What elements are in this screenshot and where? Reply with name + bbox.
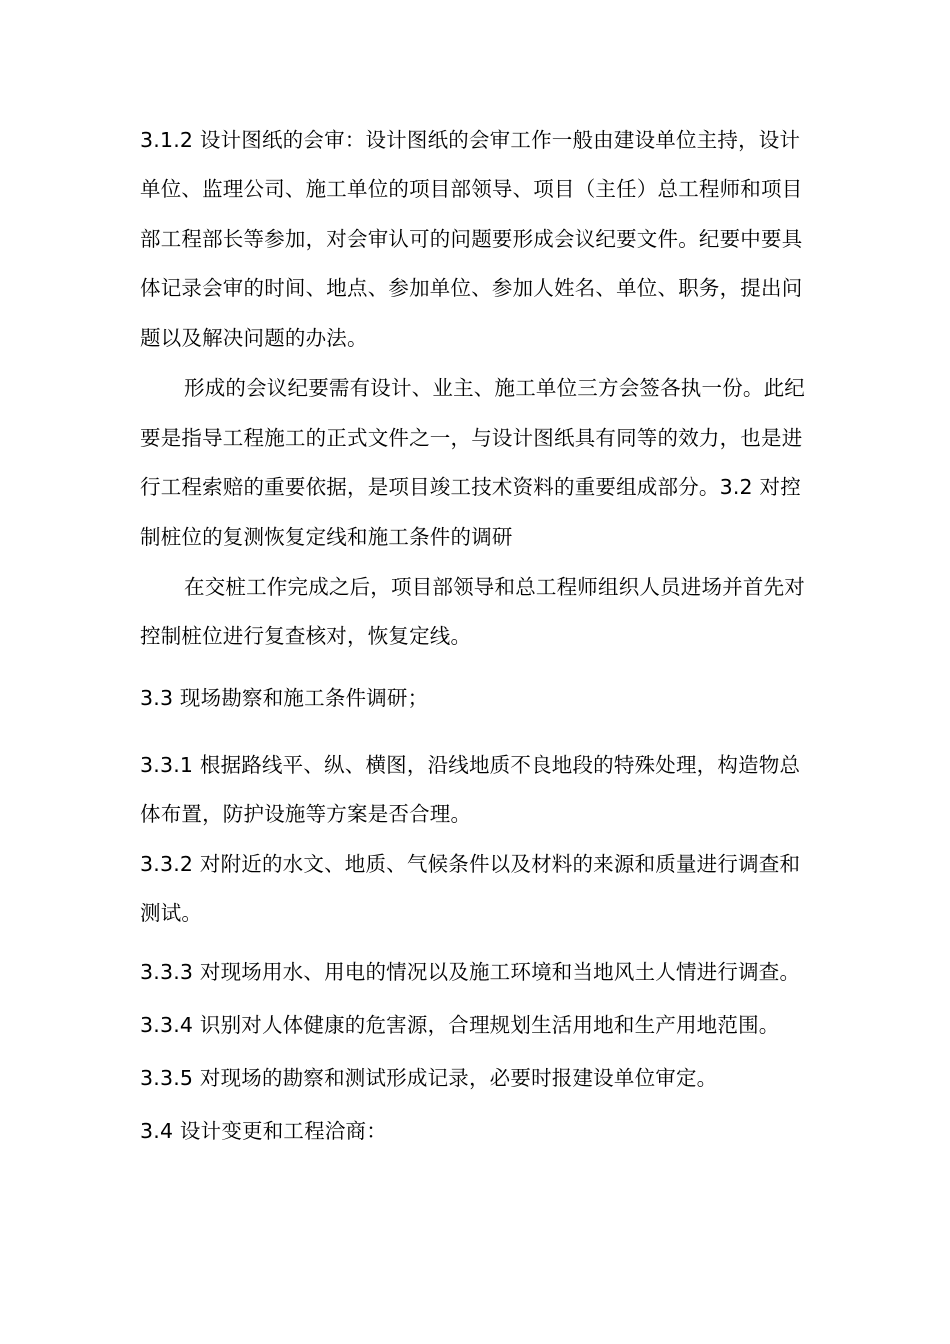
paragraph-line: 制桩位的复测恢复定线和施工条件的调研 [140,525,513,549]
paragraph-line: 部工程部长等参加，对会审认可的问题要形成会议纪要文件。纪要中要具 [140,227,803,251]
paragraph-line: 3.1.2 设计图纸的会审：设计图纸的会审工作一般由建设单位主持，设计 [140,128,801,152]
section-heading: 3.3 现场勘察和施工条件调研； [140,686,429,710]
paragraph-line: 3.3.4 识别对人体健康的危害源，合理规划生活用地和生产用地范围。 [140,1013,780,1037]
paragraph-line: 行工程索赔的重要依据，是项目竣工技术资料的重要组成部分。3.2 对控 [140,475,801,499]
paragraph-line: 题以及解决问题的办法。 [140,326,368,350]
paragraph-line: 体记录会审的时间、地点、参加单位、参加人姓名、单位、职务，提出问 [140,276,803,300]
paragraph-line: 3.3.2 对附近的水文、地质、气候条件以及材料的来源和质量进行调查和 [140,852,801,876]
paragraph-line: 测试。 [140,901,203,925]
paragraph-line: 在交桩工作完成之后，项目部领导和总工程师组织人员进场并首先对 [184,575,805,599]
paragraph-line: 体布置，防护设施等方案是否合理。 [140,802,472,826]
paragraph-line: 形成的会议纪要需有设计、业主、施工单位三方会签各执一份。此纪 [184,376,805,400]
paragraph-line: 3.3.5 对现场的勘察和测试形成记录，必要时报建设单位审定。 [140,1066,718,1090]
paragraph-line: 要是指导工程施工的正式文件之一，与设计图纸具有同等的效力，也是进 [140,426,803,450]
paragraph-line: 3.3.3 对现场用水、用电的情况以及施工环境和当地风土人情进行调查。 [140,960,801,984]
paragraph-line: 3.3.1 根据路线平、纵、横图，沿线地质不良地段的特殊处理，构造物总 [140,753,801,777]
paragraph-line: 控制桩位进行复查核对，恢复定线。 [140,624,472,648]
paragraph-line: 单位、监理公司、施工单位的项目部领导、项目（主任）总工程师和项目 [140,177,803,201]
section-heading: 3.4 设计变更和工程洽商： [140,1119,387,1143]
